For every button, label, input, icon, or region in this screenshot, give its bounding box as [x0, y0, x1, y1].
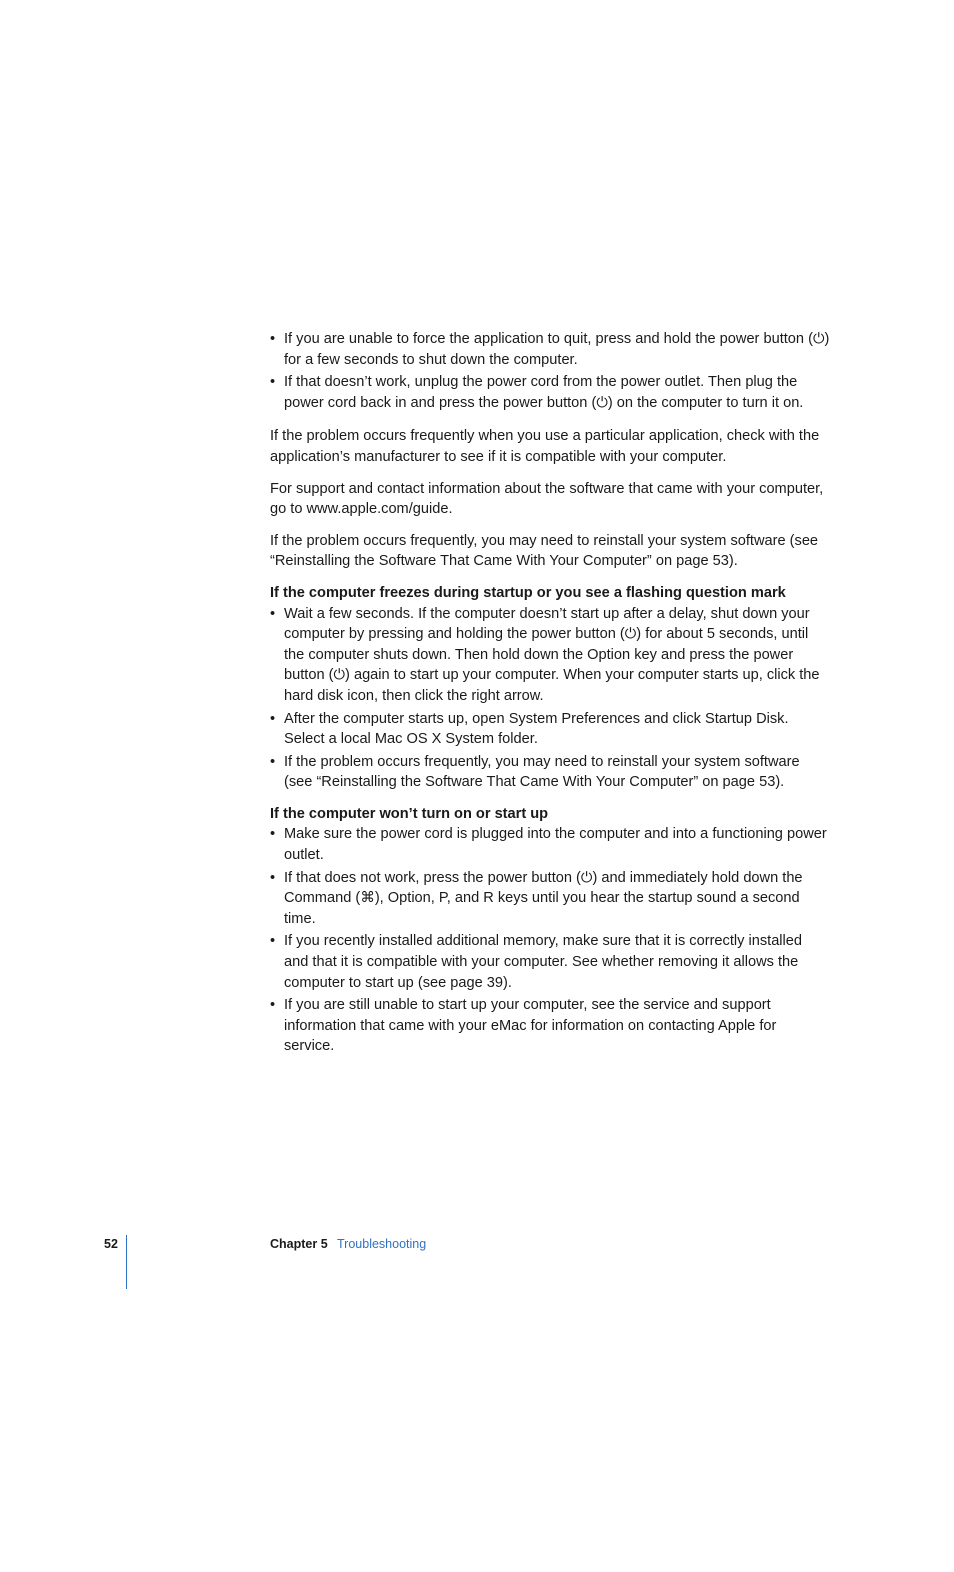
list-item: • After the computer starts up, open System Preferences and click Startup Disk. Select a local Mac OS X System folder.: [270, 709, 830, 750]
list-item: • If that doesn’t work, unplug the power cord from the power outlet. Then plug the power cord back in and press the power button (⏻) on the computer to turn it on.: [270, 372, 830, 413]
list-item: • Make sure the power cord is plugged into the computer and into a functioning power outlet.: [270, 824, 830, 865]
list-item: • If you are still unable to start up your computer, see the service and support information that came with your eMac for information on contacting Apple for service.: [270, 995, 830, 1057]
page-footer: [0, 1235, 954, 1295]
section-heading-freezes: If the computer freezes during startup or you see a flashing question mark: [270, 584, 786, 601]
list-item: • Wait a few seconds. If the computer doesn’t start up after a delay, shut down your computer by pressing and holding the power button (⏻) for about 5 seconds, until the computer shuts down. Then hold down the Option key and press the power button (⏻) again to start up your computer. When your computer starts up, click the hard disk icon, then click the right arrow.: [270, 604, 830, 707]
paragraph-support-info: For support and contact information about the software that came with your computer, go to www.apple.com/guide.: [270, 480, 824, 518]
paragraph-reinstall: If the problem occurs frequently, you may need to reinstall your system software (see “Reinstalling the Software That Came With Your Computer” on page 53).: [270, 532, 819, 570]
bullet-list-freezes: [270, 604, 830, 793]
bullet-list-wont-start: [270, 824, 830, 1057]
section-heading-wont-start: If the computer won’t turn on or start up: [270, 805, 549, 822]
footer-divider: [126, 1235, 127, 1289]
list-item: • If the problem occurs frequently, you may need to reinstall your system software (see “Reinstalling the Software That Came With Your Computer” on page 53).: [270, 752, 830, 793]
chapter-title-link[interactable]: Troubleshooting: [337, 1237, 427, 1251]
list-item: • If you are unable to force the application to quit, press and hold the power button (⏻) for a few seconds to shut down the computer.: [270, 329, 830, 370]
page-number: 52: [104, 1237, 118, 1251]
page-content: [270, 329, 830, 1059]
list-item: • If you recently installed additional memory, make sure that it is correctly installed and that it is compatible with your computer. See whether removing it allows the computer to start up (see page 39).: [270, 931, 830, 993]
paragraph-check-manufacturer: If the problem occurs frequently when you use a particular application, check with the application’s manufacturer to see if it is compatible with your computer.: [270, 428, 820, 465]
bullet-list-force-quit: [270, 329, 830, 413]
chapter-label: Chapter 5: [270, 1237, 328, 1251]
list-item: • If that does not work, press the power button (⏻) and immediately hold down the Command (⌘), Option, P, and R keys until you hear the startup sound a second time.: [270, 868, 830, 930]
